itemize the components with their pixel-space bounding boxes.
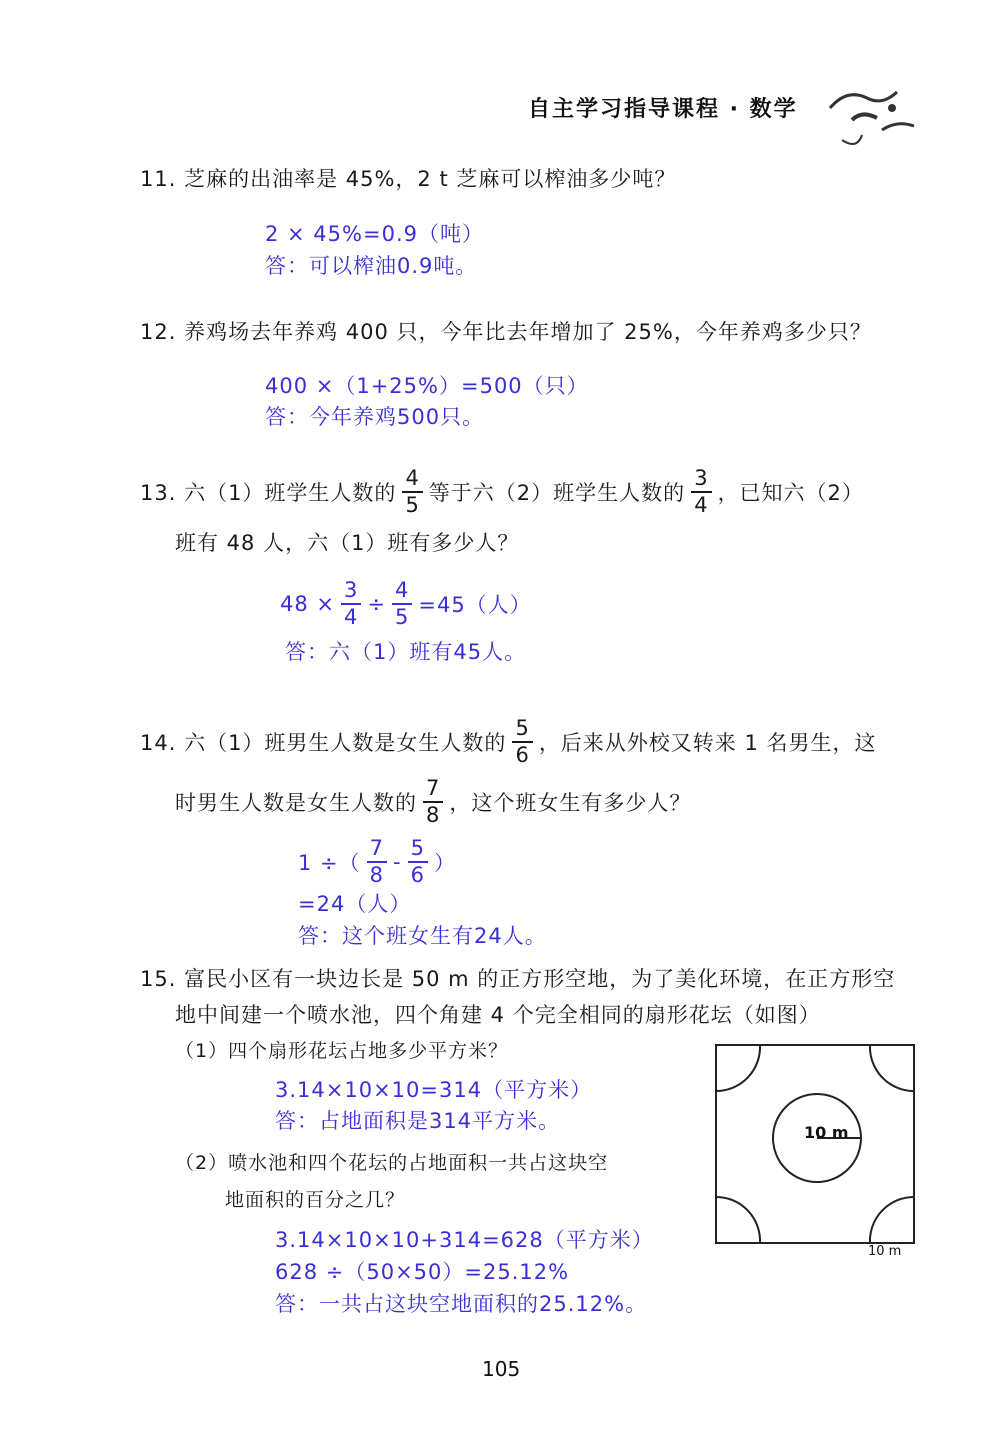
q15-sub2-answer-calc1: 3.14×10×10+314=628（平方米） <box>275 1228 654 1252</box>
q13-fraction-2 <box>691 468 711 516</box>
q12-answer-calc: 400 ×（1+25%）=500（只） <box>265 374 589 398</box>
question-15-line2: 地中间建一个喷水池，四个角建 4 个完全相同的扇形花坛（如图） <box>175 1003 821 1027</box>
q11-answer-calc: 2 × 45%=0.9（吨） <box>265 222 484 246</box>
q14-text-part1: 14. 六（1）班男生人数是女生人数的 <box>140 731 507 755</box>
q15-sub2-answer-calc2: 628 ÷（50×50）=25.12% <box>275 1260 570 1284</box>
q13-answer-calc <box>280 580 532 628</box>
q14-answer-calc <box>298 838 456 886</box>
question-13-line1 <box>140 468 864 516</box>
q13-ans-fraction-2 <box>392 580 412 628</box>
question-12: 12. 养鸡场去年养鸡 400 只，今年比去年增加了 25%，今年养鸡多少只？ <box>140 320 872 344</box>
q14-ans-mid: - <box>393 850 402 874</box>
q14-f1-denominator: 6 <box>515 743 530 767</box>
fountain-radius-label: 10 m <box>804 1123 849 1142</box>
q13-text-part2: 等于六（2）班学生人数的 <box>428 481 686 505</box>
q14-ans-fraction-2 <box>408 838 428 886</box>
q11-answer: 答：可以榨油0.9吨。 <box>265 254 478 278</box>
header-title: 自主学习指导课程 · 数学 <box>528 97 798 122</box>
q14-fraction-1 <box>512 718 532 766</box>
q15-figure <box>712 1043 918 1263</box>
q14-text-part2: ，后来从外校又转来 1 名男生，这 <box>538 731 877 755</box>
q14-f1-numerator: 5 <box>512 718 532 743</box>
q14-ans-f2-numerator: 5 <box>408 838 428 863</box>
q14-ans-f2-denominator: 6 <box>410 863 425 887</box>
q14-ans-f1-numerator: 7 <box>367 838 387 863</box>
question-11: 11. 芝麻的出油率是 45%，2 t 芝麻可以榨油多少吨？ <box>140 167 677 191</box>
q14-ans-fraction-1 <box>367 838 387 886</box>
q13-ans-fraction-1 <box>341 580 361 628</box>
q13-ans-f2-denominator: 5 <box>394 605 410 629</box>
question-14-line2 <box>175 778 691 826</box>
q15-sub2-answer: 答：一共占这块空地面积的25.12%。 <box>275 1292 648 1316</box>
q13-text-part3: ，已知六（2） <box>717 481 864 505</box>
q13-f2-denominator: 4 <box>694 493 709 517</box>
q14-ans-pre: 1 ÷（ <box>298 851 361 875</box>
square-garden-diagram <box>712 1043 918 1263</box>
header-decoration-icon <box>822 80 922 155</box>
q13-ans-pre: 48 × <box>280 592 335 616</box>
q13-f1-numerator: 4 <box>402 468 422 493</box>
q13-ans-post: =45（人） <box>418 593 532 617</box>
q13-f2-numerator: 3 <box>691 468 711 493</box>
question-15-line1: 15. 富民小区有一块边长是 50 m 的正方形空地，为了美化环境，在正方形空 <box>140 967 896 991</box>
q13-ans-f1-numerator: 3 <box>341 580 361 605</box>
q14-f2-numerator: 7 <box>423 778 443 803</box>
q14-answer-result: =24（人） <box>298 892 412 916</box>
q13-ans-f1-denominator: 4 <box>344 605 359 629</box>
q13-f1-denominator: 5 <box>405 493 420 517</box>
q14-line2-part2: ，这个班女生有多少人？ <box>449 791 692 815</box>
q14-fraction-2 <box>423 778 443 826</box>
corner-radius-label: 10 m <box>868 1244 902 1259</box>
q15-sub1-answer-calc: 3.14×10×10=314（平方米） <box>275 1078 593 1102</box>
q13-ans-mid: ÷ <box>367 592 386 616</box>
q12-answer: 答：今年养鸡500只。 <box>265 405 485 429</box>
q14-ans-f1-denominator: 8 <box>369 863 385 887</box>
q15-sub1-answer: 答：占地面积是314平方米。 <box>275 1109 561 1133</box>
q13-ans-f2-numerator: 4 <box>392 580 412 605</box>
question-15-sub2-line2: 地面积的百分之几？ <box>225 1189 406 1211</box>
question-15-sub1: （1）四个扇形花坛占地多少平方米？ <box>175 1040 509 1062</box>
q13-fraction-1 <box>402 468 422 516</box>
q14-ans-post: ） <box>433 851 456 875</box>
q14-f2-denominator: 8 <box>426 803 441 827</box>
q14-answer: 答：这个班女生有24人。 <box>298 924 547 948</box>
q14-line2-part1: 时男生人数是女生人数的 <box>175 791 417 815</box>
page-number: 105 <box>482 1357 521 1381</box>
question-14-line1 <box>140 718 877 766</box>
question-15-sub2-line1: （2）喷水池和四个花坛的占地面积一共占这块空 <box>175 1152 609 1174</box>
q13-text-part1: 13. 六（1）班学生人数的 <box>140 481 397 505</box>
question-13-line2: 班有 48 人，六（1）班有多少人？ <box>175 531 520 555</box>
q13-answer: 答：六（1）班有45人。 <box>285 640 527 664</box>
